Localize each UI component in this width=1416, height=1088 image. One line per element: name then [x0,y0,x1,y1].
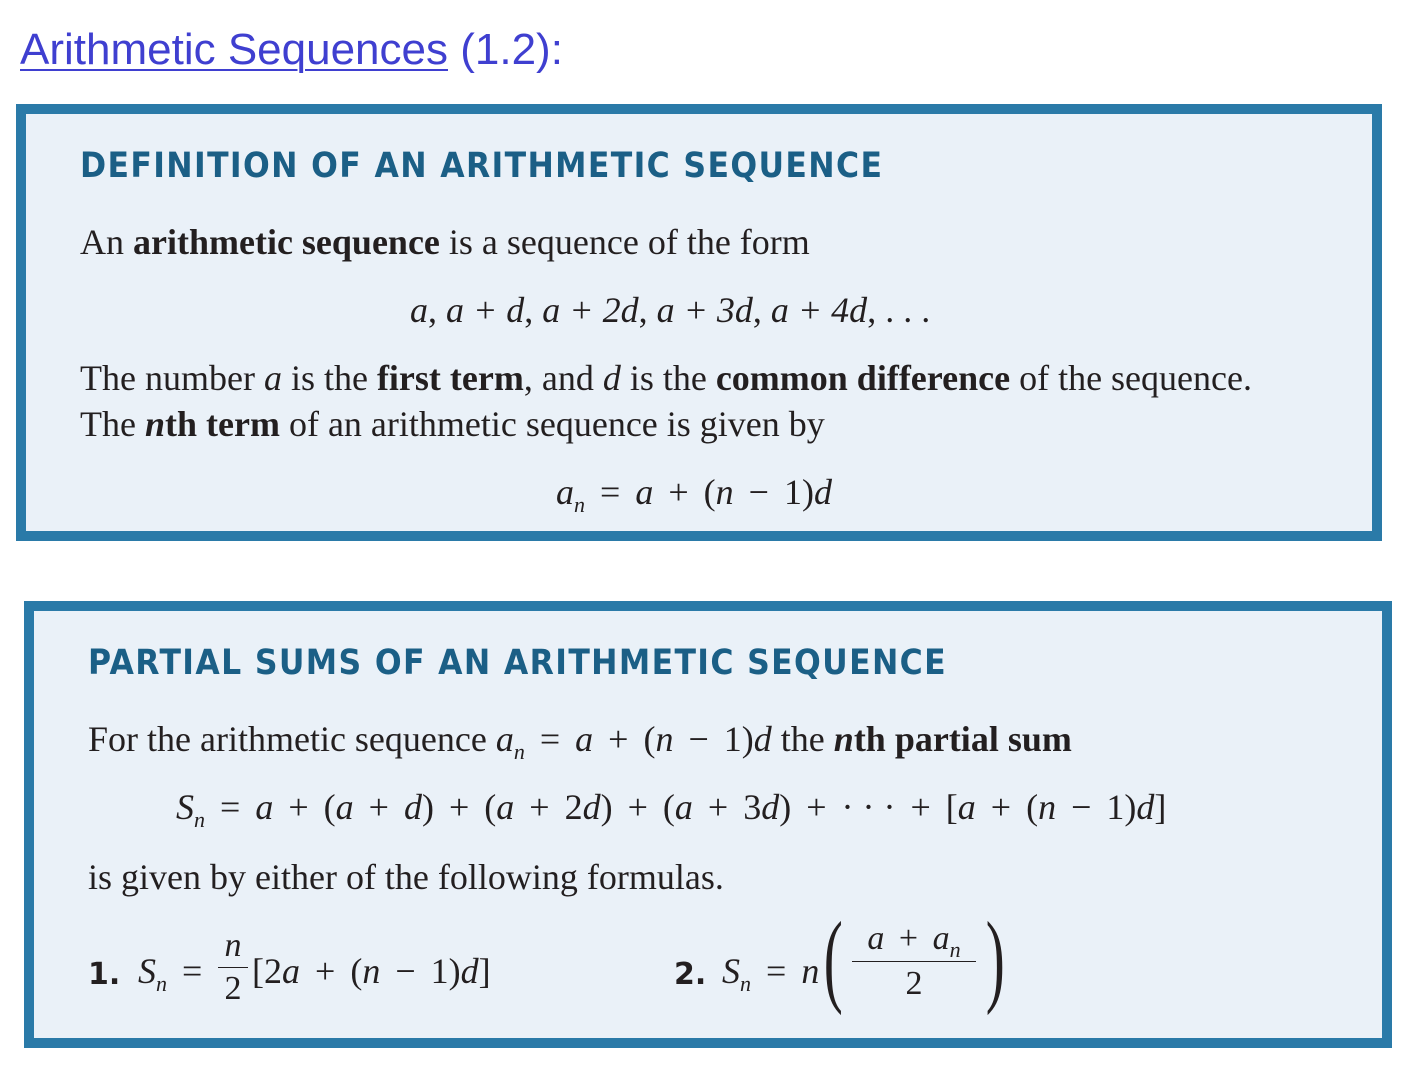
formula-1-fraction [218,925,248,1010]
formula-1-bracket: [2a + (n − 1)d] [252,951,491,991]
term-arithmetic-sequence: arithmetic sequence [133,222,440,262]
formula-2-fraction [852,917,976,1006]
sequence-formula: a, a + d, a + 2d, a + 3d, a + 4d, . . . [410,290,931,330]
given-by-text: is given by either of the following formulas. [88,857,724,897]
arithmetic-sequences-link[interactable]: Arithmetic Sequences [20,25,448,74]
formula-1-label: 1. [88,957,121,992]
seq-ellipsis: . . . [885,290,931,330]
definition-box [16,104,1382,541]
seq-term-4: a + 3d [656,290,753,330]
term-common-difference: common difference [715,358,1011,398]
seq-term-3: a + 2d [542,290,639,330]
formula-2-lhs: $S_n = n$ [722,951,820,996]
formula-1-numerator: n [224,927,242,964]
seq-term-5: a + 4d [770,290,868,330]
partial-sums-box [24,601,1392,1048]
formula-2-label: 2. [674,957,707,992]
formula-2-denominator: 2 [905,965,923,1002]
term-nth-term: th term [165,404,280,444]
definition-intro: An arithmetic sequence is a sequence of the form [80,222,810,262]
seq-term-2: a + d [446,290,525,330]
right-paren: ) [985,901,1005,1016]
left-paren: ( [823,901,843,1016]
formula-1-lhs: $S_n$ = [138,951,203,996]
definition-title: DEFINITION OF AN ARITHMETIC SEQUENCE [80,146,884,186]
page-heading [20,20,563,80]
seq-term-1: a [410,290,428,330]
partial-sums-intro: For the arithmetic sequence $a_n = a + (n - 1)d$ the nth partial sum [88,719,1072,764]
definition-line-2: The number a is the first term, and d is the common difference of the sequence. [80,358,1252,398]
nth-term-formula: $a_n = a + (n - 1)d$ [556,472,832,517]
partial-sum-expansion: $S_n = a + (a + d) + (a + 2d) + (a + 3d)$ + · · · + [a + (n − 1)d] [176,787,1167,832]
fraction-bar [218,967,248,968]
definition-line-3: The nth term of an arithmetic sequence is given by [80,404,825,444]
term-nth-partial-sum: th partial sum [853,719,1072,759]
partial-sums-title: PARTIAL SUMS OF AN ARITHMETIC SEQUENCE [88,643,948,683]
formula-2-numerator: $a + a_n$ [867,920,961,962]
formula-1-denominator: 2 [224,970,242,1007]
term-first-term: first term [376,358,524,398]
section-reference: (1.2): [460,25,563,74]
